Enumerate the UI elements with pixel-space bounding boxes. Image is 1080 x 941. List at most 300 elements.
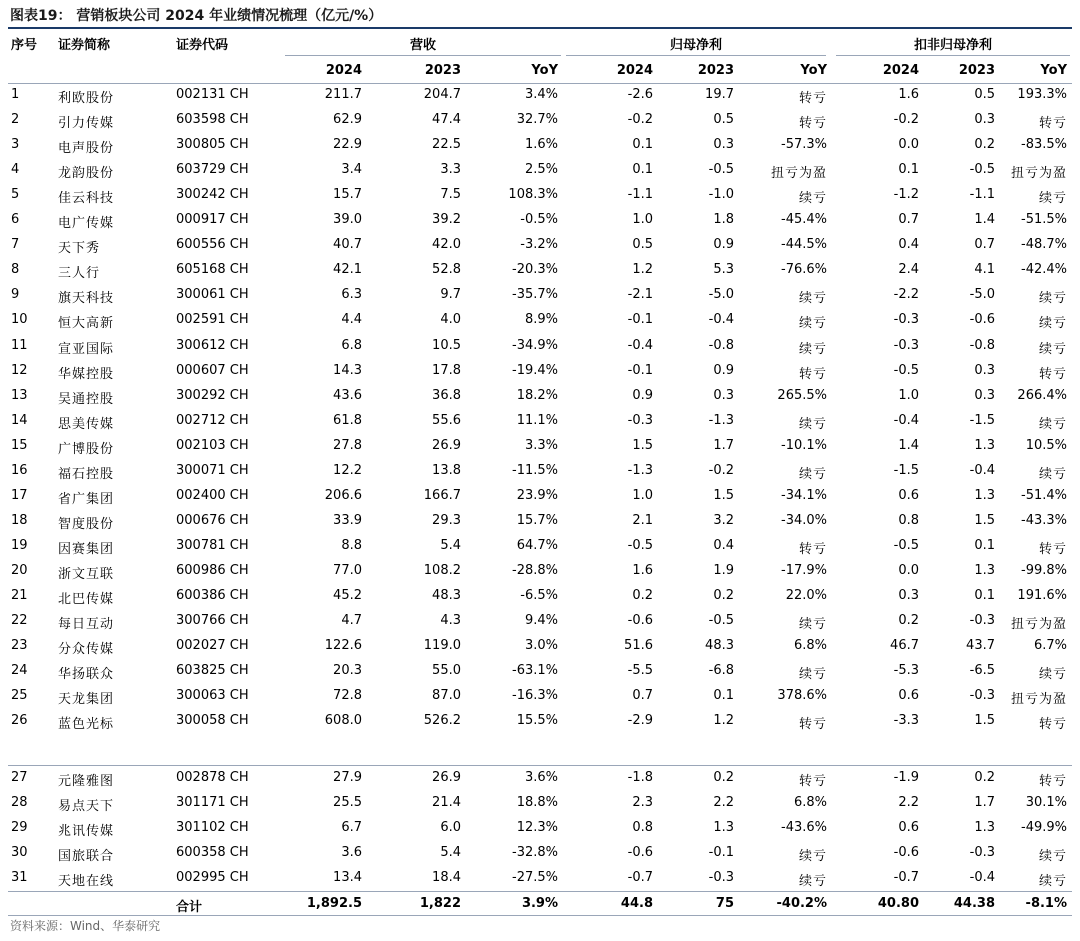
cell-np-2023: -5.0 xyxy=(708,287,734,303)
cell-adj-yoy: -48.7% xyxy=(1021,237,1067,253)
cell-np-2024: -0.2 xyxy=(627,112,653,128)
cell-rev-yoy: 3.0% xyxy=(524,638,558,654)
cell-rev-yoy: 108.3% xyxy=(508,187,558,203)
cell-np-2023: 5.3 xyxy=(713,262,734,278)
cell-np-yoy: 续亏 xyxy=(798,617,827,633)
cell-rev-2023: 87.0 xyxy=(432,688,461,704)
cell-code: 603825 CH xyxy=(176,663,249,679)
cell-adj-2023: 4.1 xyxy=(974,262,995,278)
cell-rev-2024: 12.2 xyxy=(333,462,362,478)
table-row xyxy=(0,183,1080,208)
cell-np-2023: 0.4 xyxy=(713,537,734,553)
table-row xyxy=(0,459,1080,484)
cell-name: 分众传媒 xyxy=(58,642,115,658)
cell-rev-2023: 13.8 xyxy=(432,462,461,478)
cell-np-yoy: 扭亏为盈 xyxy=(770,166,827,182)
source-note: 资料来源：Wind、华泰研究 xyxy=(10,919,161,933)
cell-np-yoy: -45.4% xyxy=(781,212,827,228)
cell-adj-2024: -0.4 xyxy=(893,412,919,428)
cell-rev-2024: 1,892.5 xyxy=(306,896,362,911)
cell-rev-yoy: 64.7% xyxy=(516,537,558,553)
cell-no: 30 xyxy=(11,845,28,860)
cell-adj-yoy: 续亏 xyxy=(1038,849,1067,864)
cell-rev-2024: 14.3 xyxy=(333,362,362,378)
top-rule xyxy=(8,27,1072,29)
table-row xyxy=(0,866,1080,891)
cell-adj-2024: 0.2 xyxy=(898,613,919,629)
cell-np-yoy: -57.3% xyxy=(781,137,827,153)
cell-np-2023: -0.5 xyxy=(708,162,734,178)
cell-rev-2023: 18.4 xyxy=(432,870,461,885)
table-row xyxy=(0,334,1080,359)
cell-name: 因赛集团 xyxy=(58,541,115,557)
cell-np-yoy: 续亏 xyxy=(798,849,827,864)
cell-rev-yoy: -34.9% xyxy=(512,337,558,353)
cell-rev-2023: 55.0 xyxy=(432,663,461,679)
cell-rev-2024: 206.6 xyxy=(324,487,362,503)
cell-name: 电广传媒 xyxy=(58,216,115,232)
cell-name: 国旅联合 xyxy=(58,849,115,864)
cell-rev-2024: 61.8 xyxy=(333,412,362,428)
cell-rev-2024: 13.4 xyxy=(333,870,362,885)
cell-np-2024: -0.3 xyxy=(627,412,653,428)
table-row xyxy=(0,766,1080,791)
cell-name: 思美传媒 xyxy=(58,416,115,432)
cell-name: 三人行 xyxy=(58,266,101,282)
cell-np-2023: 1.9 xyxy=(713,562,734,578)
cell-rev-yoy: -3.2% xyxy=(520,237,558,253)
cell-adj-2024: 0.4 xyxy=(898,237,919,253)
cell-rev-yoy: 3.6% xyxy=(524,770,558,785)
cell-no: 22 xyxy=(11,613,28,629)
cell-np-2024: 0.8 xyxy=(632,820,653,835)
cell-code: 000607 CH xyxy=(176,362,249,378)
cell-adj-2023: 1.5 xyxy=(974,713,995,729)
cell-adj-yoy: 扭亏为盈 xyxy=(1010,166,1067,182)
cell-np-yoy: 22.0% xyxy=(785,588,827,603)
cell-np-yoy: -43.6% xyxy=(781,820,827,835)
table-row xyxy=(0,709,1080,734)
cell-np-2024: 0.1 xyxy=(632,162,653,178)
cell-rev-2024: 62.9 xyxy=(333,112,362,128)
cell-rev-2023: 166.7 xyxy=(423,487,461,503)
cell-code: 600556 CH xyxy=(176,237,249,253)
cell-adj-2024: 0.6 xyxy=(898,487,919,503)
cell-rev-yoy: -35.7% xyxy=(512,287,558,303)
header-adj-2023: 2023 xyxy=(958,63,995,78)
cell-np-yoy: 6.8% xyxy=(793,795,827,810)
cell-adj-2023: 1.4 xyxy=(974,212,995,228)
cell-np-2024: -0.5 xyxy=(627,537,653,553)
header-rev-yoy: YoY xyxy=(531,63,558,78)
cell-np-2023: 1.5 xyxy=(713,487,734,503)
cell-rev-2023: 48.3 xyxy=(432,588,461,603)
cell-adj-2023: -6.5 xyxy=(969,663,995,679)
cell-code: 002995 CH xyxy=(176,870,249,885)
header-code: 证券代码 xyxy=(176,38,229,53)
cell-rev-2024: 3.6 xyxy=(341,845,362,860)
cell-code: 000676 CH xyxy=(176,512,249,528)
cell-rev-2023: 17.8 xyxy=(432,362,461,378)
cell-rev-2024: 45.2 xyxy=(333,588,362,603)
cell-np-2024: 2.3 xyxy=(632,795,653,810)
cell-np-2024: 1.0 xyxy=(632,487,653,503)
cell-np-2023: -0.3 xyxy=(708,870,734,885)
cell-adj-yoy: 续亏 xyxy=(1038,316,1067,332)
cell-rev-yoy: 3.4% xyxy=(524,87,558,102)
cell-adj-2024: -1.5 xyxy=(893,462,919,478)
cell-code: 300242 CH xyxy=(176,187,249,203)
cell-np-yoy: 转亏 xyxy=(798,91,827,106)
cell-rev-2024: 20.3 xyxy=(333,663,362,679)
cell-np-2024: -1.3 xyxy=(627,462,653,478)
cell-np-2024: 2.1 xyxy=(632,512,653,528)
cell-rev-2023: 5.4 xyxy=(440,537,461,553)
cell-code: 002712 CH xyxy=(176,412,249,428)
cell-rev-2023: 4.3 xyxy=(440,613,461,629)
cell-no: 17 xyxy=(11,487,28,503)
cell-adj-yoy: 续亏 xyxy=(1038,191,1067,207)
cell-rev-yoy: -16.3% xyxy=(512,688,558,704)
cell-rev-2023: 5.4 xyxy=(440,845,461,860)
cell-adj-2023: -5.0 xyxy=(969,287,995,303)
table-row xyxy=(0,83,1080,108)
cell-np-yoy: 续亏 xyxy=(798,341,827,357)
cell-no: 18 xyxy=(11,512,28,528)
cell-rev-2024: 3.4 xyxy=(341,162,362,178)
cell-adj-2024: 1.6 xyxy=(898,87,919,102)
cell-np-yoy: 378.6% xyxy=(777,688,827,704)
cell-np-yoy: 续亏 xyxy=(798,466,827,482)
table-row xyxy=(0,534,1080,559)
group-revenue: 营收 xyxy=(409,38,436,53)
cell-no: 23 xyxy=(11,638,28,654)
cell-name: 蓝色光标 xyxy=(58,717,115,733)
cell-np-2024: 0.9 xyxy=(632,387,653,403)
cell-rev-2023: 39.2 xyxy=(432,212,461,228)
cell-rev-2023: 10.5 xyxy=(432,337,461,353)
cell-rev-yoy: 3.9% xyxy=(521,896,558,911)
cell-adj-2023: 0.7 xyxy=(974,237,995,253)
cell-np-2024: 1.5 xyxy=(632,437,653,453)
cell-no: 12 xyxy=(11,362,28,378)
cell-rev-yoy: -32.8% xyxy=(512,845,558,860)
cell-np-2023: 0.2 xyxy=(713,588,734,603)
cell-code: 301102 CH xyxy=(176,820,249,835)
cell-np-2024: 0.5 xyxy=(632,237,653,253)
cell-name: 智度股份 xyxy=(58,516,115,532)
cell-np-yoy: -44.5% xyxy=(781,237,827,253)
cell-np-2023: -1.3 xyxy=(708,412,734,428)
cell-np-2023: 0.3 xyxy=(713,137,734,153)
cell-adj-2023: 0.3 xyxy=(974,112,995,128)
table-row xyxy=(0,258,1080,283)
cell-code: 300292 CH xyxy=(176,387,249,403)
cell-no: 8 xyxy=(11,262,20,278)
cell-adj-2023: -0.3 xyxy=(969,688,995,704)
cell-no: 6 xyxy=(11,212,20,228)
cell-rev-yoy: 11.1% xyxy=(516,412,558,428)
cell-np-2024: 0.2 xyxy=(632,588,653,603)
cell-rev-yoy: 12.3% xyxy=(516,820,558,835)
cell-rev-yoy: 15.7% xyxy=(516,512,558,528)
cell-adj-2024: 0.8 xyxy=(898,512,919,528)
cell-adj-yoy: -43.3% xyxy=(1021,512,1067,528)
cell-no: 11 xyxy=(11,337,28,353)
cell-code: 605168 CH xyxy=(176,262,249,278)
header-rev-2024: 2024 xyxy=(325,63,362,78)
cell-np-yoy: 转亏 xyxy=(798,774,827,789)
cell-rev-2023: 29.3 xyxy=(432,512,461,528)
cell-rev-2023: 36.8 xyxy=(432,387,461,403)
cell-np-yoy: -40.2% xyxy=(776,896,827,911)
cell-np-2023: 1.3 xyxy=(713,820,734,835)
header-no: 序号 xyxy=(11,38,38,53)
cell-adj-2023: -0.4 xyxy=(969,870,995,885)
cell-adj-2023: -0.5 xyxy=(969,162,995,178)
cell-code: 002400 CH xyxy=(176,487,249,503)
cell-rev-2023: 42.0 xyxy=(432,237,461,253)
cell-np-2023: 0.5 xyxy=(713,112,734,128)
cell-rev-yoy: 23.9% xyxy=(516,487,558,503)
cell-rev-yoy: 9.4% xyxy=(524,613,558,629)
cell-adj-2024: 0.0 xyxy=(898,137,919,153)
cell-rev-2023: 7.5 xyxy=(440,187,461,203)
cell-rev-2024: 4.7 xyxy=(341,613,362,629)
cell-no: 3 xyxy=(11,137,20,153)
cell-np-2023: 0.3 xyxy=(713,387,734,403)
table-row xyxy=(0,308,1080,333)
cell-rev-yoy: 1.6% xyxy=(524,137,558,153)
cell-rev-2023: 26.9 xyxy=(432,770,461,785)
cell-np-2023: 75 xyxy=(715,896,734,911)
cell-rev-yoy: 18.2% xyxy=(516,387,558,403)
cell-name: 浙文互联 xyxy=(58,566,115,582)
cell-np-2023: -6.8 xyxy=(708,663,734,679)
cell-np-2024: -0.1 xyxy=(627,312,653,328)
cell-np-2023: 1.2 xyxy=(713,713,734,729)
cell-rev-2024: 27.9 xyxy=(333,770,362,785)
cell-adj-2023: 1.3 xyxy=(974,437,995,453)
cell-adj-2024: 0.1 xyxy=(898,162,919,178)
cell-np-2023: 48.3 xyxy=(705,638,734,654)
cell-np-2024: -0.4 xyxy=(627,337,653,353)
table-row xyxy=(0,434,1080,459)
cell-adj-yoy: 193.3% xyxy=(1017,87,1067,102)
cell-code: 300766 CH xyxy=(176,613,249,629)
group-net-profit: 归母净利 xyxy=(669,38,722,53)
cell-rev-2024: 15.7 xyxy=(333,187,362,203)
cell-adj-yoy: 续亏 xyxy=(1038,874,1067,889)
cell-name: 省广集团 xyxy=(58,491,115,507)
cell-name: 旗天科技 xyxy=(58,291,115,307)
cell-adj-2023: 1.3 xyxy=(974,487,995,503)
cell-np-2024: 1.6 xyxy=(632,562,653,578)
cell-np-yoy: 续亏 xyxy=(798,291,827,307)
cell-name: 易点天下 xyxy=(58,799,115,814)
cell-adj-2024: 1.4 xyxy=(898,437,919,453)
cell-adj-2023: -0.8 xyxy=(969,337,995,353)
cell-rev-yoy: 2.5% xyxy=(524,162,558,178)
cell-adj-2024: -5.3 xyxy=(893,663,919,679)
cell-no: 14 xyxy=(11,412,28,428)
cell-np-yoy: 续亏 xyxy=(798,416,827,432)
cell-adj-2024: 0.7 xyxy=(898,212,919,228)
cell-code: 002103 CH xyxy=(176,437,249,453)
cell-adj-2024: 46.7 xyxy=(890,638,919,654)
cell-adj-2024: -0.3 xyxy=(893,337,919,353)
cell-adj-2023: 44.38 xyxy=(953,896,995,911)
cell-name: 龙韵股份 xyxy=(58,166,115,182)
cell-rev-yoy: 32.7% xyxy=(516,112,558,128)
cell-np-2024: 0.1 xyxy=(632,137,653,153)
cell-np-2024: -1.1 xyxy=(627,187,653,203)
cell-np-2023: 0.1 xyxy=(713,688,734,704)
cell-rev-yoy: 8.9% xyxy=(524,312,558,328)
cell-name: 天龙集团 xyxy=(58,692,115,708)
cell-adj-yoy: 266.4% xyxy=(1017,387,1067,403)
cell-np-yoy: 续亏 xyxy=(798,874,827,889)
cell-np-2024: -0.6 xyxy=(627,845,653,860)
cell-np-yoy: 转亏 xyxy=(798,116,827,132)
cell-name: 恒大高新 xyxy=(58,316,115,332)
cell-adj-2023: 1.5 xyxy=(974,512,995,528)
cell-no: 5 xyxy=(11,187,20,203)
table-row xyxy=(0,359,1080,384)
cell-np-2023: 19.7 xyxy=(705,87,734,102)
cell-code: 300805 CH xyxy=(176,137,249,153)
cell-rev-2023: 26.9 xyxy=(432,437,461,453)
table-row xyxy=(0,108,1080,133)
cell-name: 华扬联众 xyxy=(58,667,115,683)
cell-no: 29 xyxy=(11,820,28,835)
cell-code: 300063 CH xyxy=(176,688,249,704)
cell-adj-2024: 2.2 xyxy=(898,795,919,810)
cell-np-2024: -0.1 xyxy=(627,362,653,378)
cell-adj-2024: -1.2 xyxy=(893,187,919,203)
table-row xyxy=(0,484,1080,509)
cell-np-yoy: 转亏 xyxy=(798,717,827,733)
cell-adj-yoy: 扭亏为盈 xyxy=(1010,617,1067,633)
cell-np-2024: 1.0 xyxy=(632,212,653,228)
cell-np-2024: 44.8 xyxy=(620,896,653,911)
cell-adj-2024: 1.0 xyxy=(898,387,919,403)
cell-no: 2 xyxy=(11,112,20,128)
cell-adj-2024: -0.3 xyxy=(893,312,919,328)
cell-np-yoy: 6.8% xyxy=(793,638,827,654)
header-np-2024: 2024 xyxy=(616,63,653,78)
cell-adj-yoy: -42.4% xyxy=(1021,262,1067,278)
cell-adj-2023: 0.3 xyxy=(974,387,995,403)
cell-np-2023: -0.4 xyxy=(708,312,734,328)
header-rev-2023: 2023 xyxy=(424,63,461,78)
cell-code: 300781 CH xyxy=(176,537,249,553)
cell-adj-2023: -0.3 xyxy=(969,613,995,629)
cell-rev-2024: 6.3 xyxy=(341,287,362,303)
cell-adj-2024: -1.9 xyxy=(893,770,919,785)
group-rule-net-profit xyxy=(566,55,826,56)
cell-name: 佳云科技 xyxy=(58,191,115,207)
cell-rev-2023: 52.8 xyxy=(432,262,461,278)
cell-adj-yoy: 续亏 xyxy=(1038,466,1067,482)
cell-adj-2023: 0.1 xyxy=(974,537,995,553)
table-row xyxy=(0,841,1080,866)
cell-adj-yoy: 续亏 xyxy=(1038,341,1067,357)
cell-adj-2023: 43.7 xyxy=(966,638,995,654)
cell-adj-2024: 0.3 xyxy=(898,588,919,603)
cell-rev-2024: 8.8 xyxy=(341,537,362,553)
cell-rev-yoy: -19.4% xyxy=(512,362,558,378)
table-row xyxy=(0,659,1080,684)
cell-rev-2024: 40.7 xyxy=(333,237,362,253)
cell-rev-2024: 33.9 xyxy=(333,512,362,528)
cell-rev-2024: 77.0 xyxy=(333,562,362,578)
cell-rev-yoy: -27.5% xyxy=(512,870,558,885)
cell-adj-2024: 0.0 xyxy=(898,562,919,578)
cell-np-2024: 0.7 xyxy=(632,688,653,704)
cell-rev-yoy: -63.1% xyxy=(512,663,558,679)
cell-np-2024: -0.6 xyxy=(627,613,653,629)
header-np-2023: 2023 xyxy=(697,63,734,78)
cell-rev-yoy: -11.5% xyxy=(512,462,558,478)
cell-rev-2023: 204.7 xyxy=(423,87,461,102)
table-row xyxy=(0,816,1080,841)
header-name: 证券简称 xyxy=(58,38,111,53)
cell-adj-yoy: 转亏 xyxy=(1038,366,1067,382)
cell-np-2024: -1.8 xyxy=(627,770,653,785)
header-np-yoy: YoY xyxy=(800,63,827,78)
cell-code: 600386 CH xyxy=(176,588,249,603)
cell-code: 603729 CH xyxy=(176,162,249,178)
cell-adj-2024: 0.6 xyxy=(898,820,919,835)
cell-np-2024: -5.5 xyxy=(627,663,653,679)
cell-adj-2024: 0.6 xyxy=(898,688,919,704)
table-row xyxy=(0,283,1080,308)
cell-no: 10 xyxy=(11,312,28,328)
cell-adj-yoy: -51.4% xyxy=(1021,487,1067,503)
cell-rev-2024: 27.8 xyxy=(333,437,362,453)
cell-adj-2024: -2.2 xyxy=(893,287,919,303)
header-adj-yoy: YoY xyxy=(1040,63,1067,78)
cell-np-2023: -0.2 xyxy=(708,462,734,478)
cell-code: 600986 CH xyxy=(176,562,249,578)
cell-adj-2023: 1.3 xyxy=(974,562,995,578)
cell-adj-yoy: 续亏 xyxy=(1038,291,1067,307)
cell-no: 19 xyxy=(11,537,28,553)
cell-np-2023: 1.7 xyxy=(713,437,734,453)
cell-rev-2024: 25.5 xyxy=(333,795,362,810)
cell-code: 002027 CH xyxy=(176,638,249,654)
cell-adj-2024: 40.80 xyxy=(877,896,919,911)
cell-adj-2023: -0.6 xyxy=(969,312,995,328)
cell-np-2024: -2.1 xyxy=(627,287,653,303)
cell-np-yoy: 265.5% xyxy=(777,387,827,403)
cell-adj-yoy: -83.5% xyxy=(1021,137,1067,153)
cell-adj-2023: 0.1 xyxy=(974,588,995,603)
cell-np-yoy: -76.6% xyxy=(781,262,827,278)
cell-adj-yoy: -8.1% xyxy=(1025,896,1067,911)
group-adjusted-net-profit: 扣非归母净利 xyxy=(913,38,992,53)
cell-np-2023: 2.2 xyxy=(713,795,734,810)
cell-rev-2024: 39.0 xyxy=(333,212,362,228)
cell-rev-2023: 9.7 xyxy=(440,287,461,303)
cell-np-2024: 51.6 xyxy=(624,638,653,654)
cell-no: 31 xyxy=(11,870,28,885)
cell-code: 002591 CH xyxy=(176,312,249,328)
cell-np-yoy: 转亏 xyxy=(798,541,827,557)
cell-rev-yoy: 18.8% xyxy=(516,795,558,810)
cell-np-2023: 3.2 xyxy=(713,512,734,528)
